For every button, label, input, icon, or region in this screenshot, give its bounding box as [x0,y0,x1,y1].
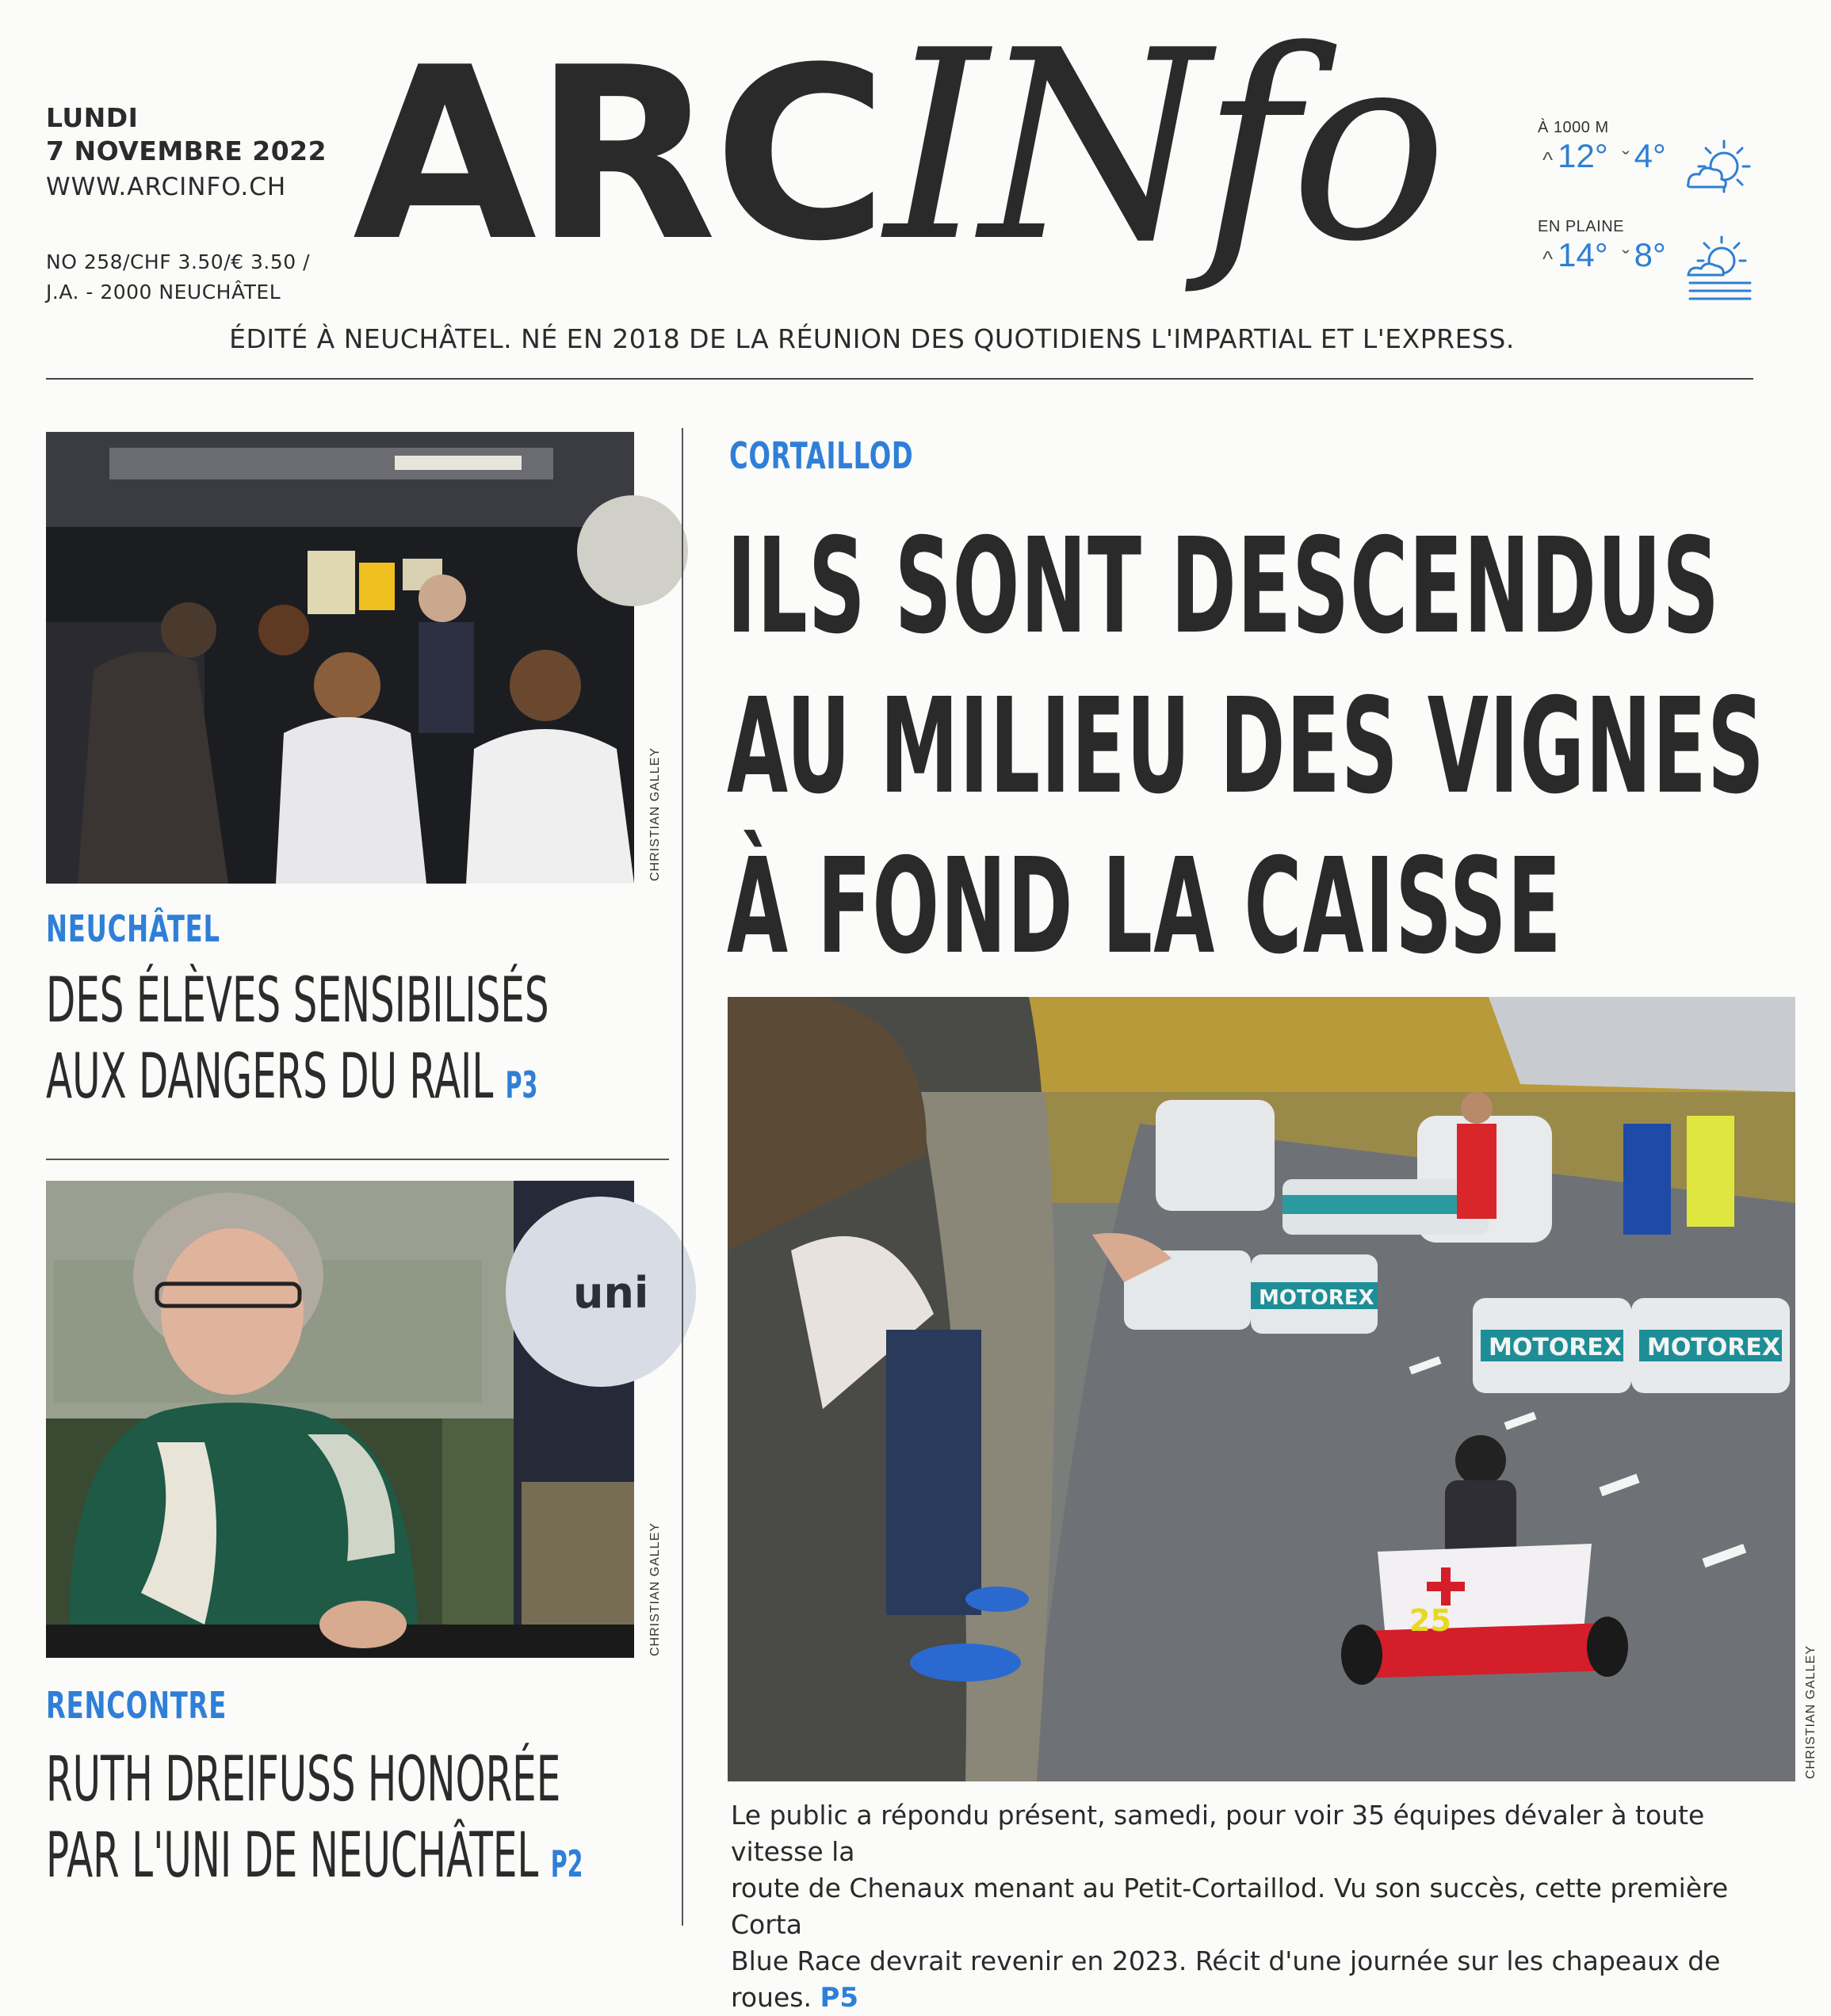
weather-altitude-low: 4° [1634,137,1666,174]
weather-plain [1538,218,1776,305]
dreifuss-photo [46,1181,649,1658]
rail-page-ref[interactable]: P3 [505,1063,538,1106]
dreifuss-photo-credit: CHRISTIAN GALLEY [648,1522,662,1656]
weather-altitude-label: À 1000 M [1538,119,1609,136]
sun-fog-icon [1680,234,1760,305]
weather-altitude-high: 12° [1558,137,1608,174]
weather-plain-label: EN PLAINE [1538,218,1624,235]
edition-date [46,101,327,168]
header-divider [46,378,1753,380]
weather-altitude [1538,119,1776,206]
bale-brand-2: MOTOREX [1489,1334,1623,1361]
issue-info [46,247,310,307]
rail-headline-line1: DES ÉLÈVES SENSIBILISÉS [46,965,549,1037]
masthead-arc: ARC [353,17,885,293]
rail-photo [46,432,634,884]
main-caption-line3: Blue Race devrait revenir en 2023. Récit d'une journée sur les chapeaux de roues. P5 [731,1945,1721,2014]
main-kicker[interactable]: CORTAILLOD [729,434,914,477]
main-page-ref[interactable]: P5 [820,1982,859,2014]
race-photo-credit: CHRISTIAN GALLEY [1804,1645,1818,1779]
main-headline-line2: AU MILIEU DES VIGNES [727,670,1766,823]
chevron-up-icon: ^ [1542,246,1554,271]
chevron-down-icon: ˇ [1622,246,1630,271]
chevron-up-icon: ^ [1542,147,1554,172]
sun-cloud-icon [1680,135,1760,206]
issue-location: J.A. - 2000 NEUCHÂTEL [46,281,281,304]
kart-number: 25 [1409,1603,1451,1638]
dreifuss-headline[interactable] [46,1742,583,1902]
issue-price: NO 258/CHF 3.50/€ 3.50 / [46,250,311,273]
race-photo [728,997,1795,1781]
masthead-logo [353,0,1502,301]
bale-brand-1: MOTOREX [1259,1286,1374,1310]
main-headline-line1: ILS SONT DESCENDUS [727,510,1721,663]
weather-plain-high: 14° [1558,236,1608,273]
weather-plain-low: 8° [1634,236,1666,273]
rail-headline-line2: AUX DANGERS DU RAIL P3 [46,1041,538,1113]
main-caption-line2: route de Chenaux menant au Petit-Cortaillod. Vu son succès, cette première Corta [731,1873,1729,1940]
main-caption [731,1797,1793,2016]
main-headline[interactable] [727,507,1765,987]
bale-brand-3: MOTOREX [1647,1334,1781,1361]
rail-headline[interactable] [46,963,549,1123]
masthead-info: INfo [885,0,1440,299]
dreifuss-kicker[interactable]: RENCONTRE [46,1684,227,1727]
chevron-down-icon: ˇ [1622,147,1630,172]
rail-kicker[interactable]: NEUCHÂTEL [46,907,220,950]
main-headline-line3: À FOND LA CAISSE [727,830,1562,983]
left-column-divider [46,1159,669,1160]
tagline: ÉDITÉ À NEUCHÂTEL. NÉ EN 2018 DE LA RÉUNION DES QUOTIDIENS L'IMPARTIAL ET L'EXPRESS. [229,323,1515,354]
rail-photo-credit: CHRISTIAN GALLEY [648,747,662,881]
edition-day: LUNDI [46,102,139,133]
dreifuss-headline-line2: PAR L'UNI DE NEUCHÂTEL P2 [46,1820,583,1892]
edition-full-date: 7 NOVEMBRE 2022 [46,136,327,166]
main-caption-line1: Le public a répondu présent, samedi, pour voir 35 équipes dévaler à toute vitesse la [731,1800,1705,1867]
dreifuss-banner-text: uni [573,1268,649,1318]
column-divider [682,428,683,1926]
website-link[interactable]: WWW.ARCINFO.CH [46,173,287,201]
dreifuss-page-ref[interactable]: P2 [550,1842,583,1885]
dreifuss-headline-line1: RUTH DREIFUSS HONORÉE [46,1744,561,1816]
